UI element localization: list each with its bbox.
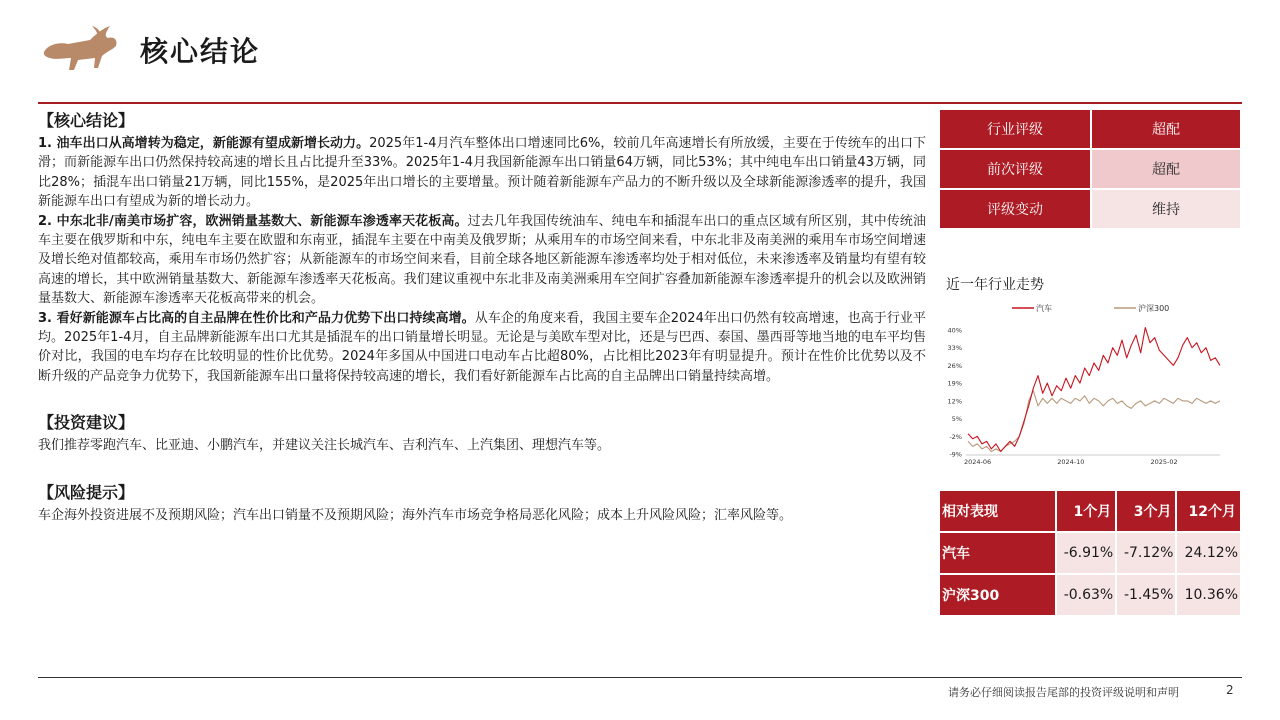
y-tick-label: 5% (951, 415, 962, 424)
chart-lines (968, 328, 1220, 452)
perf-row-hs300 (940, 575, 1240, 615)
conclusion-2-title: 2. 中东北非/南美市场扩容，欧洲销量基数大、新能源车渗透率天花板高。 (38, 213, 468, 229)
rating-row (940, 150, 1240, 188)
disclaimer-text: 请务必仔细阅读报告尾部的投资评级说明和声明 (948, 686, 1179, 699)
conclusion-3-text: 从车企的角度来看，我国主要车企2024年出口仍然有较高增速，也高于行业平均。2025年1-4月，自主品牌新能源车出口尤其是插混车的出口销量增长明显。无论是与美欧车型对比，还是与巴西、泰国、墨西哥等地当地的电车平均售价对比，我国的电车均存在比较明显的性价比优势。2024年多国从中国进口电动车占比超80%，占比相比2023年有明显提升。预计在性价比优势以及不断升级的产品竞争力优势下，我国新能源车出口量将保持较高速的增长，我们看好新能源车占比高的自主品牌出口销量持续高增。 (38, 310, 926, 384)
main-content (38, 108, 926, 525)
y-tick-label: 26% (947, 361, 962, 370)
x-tick-label: 2024-06 (964, 458, 992, 466)
conclusion-paragraph-1 (38, 134, 926, 212)
perf-value: -0.63% (1057, 575, 1115, 615)
perf-header-1m: 1个月 (1057, 491, 1115, 531)
chart-title: 近一年行业走势 (946, 277, 1044, 293)
rating-label: 评级变动 (940, 190, 1090, 228)
perf-header-3m: 3个月 (1117, 491, 1175, 531)
perf-row-label: 汽车 (940, 533, 1055, 573)
x-axis (964, 458, 1178, 466)
header-divider (38, 102, 1242, 104)
perf-header-row (940, 491, 1240, 531)
conclusion-1-text: 2025年1-4月汽车整体出口增速同比6%，较前几年高速增长有所放缓，主要在于传统车的出口下滑；而新能源车出口仍然保持较高速的增长且占比提升至33%。2025年1-4月我国新能源车出口销量64万辆，同比53%；其中纯电车出口销量43万辆，同比28%；插混车出口销量21万辆，同比155%，是2025年出口增长的主要增量。预计随着新能源车产品力的不断升级以及全球新能源渗透率的提升，我国新能源车出口有望成为新的增长动力。 (38, 136, 926, 210)
y-tick-label: 19% (947, 379, 962, 388)
legend-label-auto: 汽车 (1036, 304, 1052, 313)
rating-table (938, 108, 1242, 230)
conclusion-paragraph-3 (38, 309, 926, 387)
rating-value: 超配 (1092, 110, 1240, 148)
investment-advice-heading: 【投资建议】 (38, 413, 135, 433)
conclusion-2-text: 过去几年我国传统油车、纯电车和插混车出口的重点区域有所区别，其中传统油车主要在俄罗斯和中东，纯电车主要在欧盟和东南亚，插混车主要在中南美及俄罗斯；从乘用车的市场空间来看，中东北非及南美洲的乘用车市场空间增速及增长绝对值都较高，乘用车市场仍然扩容；从新能源车的市场空间来看，目前全球各地区新能源车渗透率均处于相对低位，未来渗透率及销量均有望有较高速的增长，其中欧洲销量基数大、新能源车渗透率天花板高。我们建议重视中东北非及南美洲乘用车空间扩容叠加新能源车渗透率提升的机会以及欧洲销量基数大、新能源车渗透率天花板高带来的机会。 (38, 213, 926, 307)
perf-value: -1.45% (1117, 575, 1175, 615)
chart-legend (1012, 303, 1169, 313)
core-conclusion-heading: 【核心结论】 (38, 111, 135, 130)
rating-label: 行业评级 (940, 110, 1090, 148)
perf-header-12m: 12个月 (1177, 491, 1240, 531)
relative-performance-table (938, 489, 1242, 617)
series-line-沪深300 (968, 391, 1220, 452)
rating-row (940, 190, 1240, 228)
x-tick-label: 2025-02 (1150, 458, 1178, 466)
risk-warning-text: 车企海外投资进展不及预期风险；汽车出口销量不及预期风险；海外汽车市场竞争格局恶化风险；成本上升风险风险；汇率风险等。 (38, 507, 793, 523)
x-tick-label: 2024-10 (1057, 458, 1085, 466)
series-line-汽车 (968, 328, 1220, 452)
perf-value: -6.91% (1057, 533, 1115, 573)
rating-value: 超配 (1092, 150, 1240, 188)
y-tick-label: 12% (947, 397, 962, 406)
perf-value: 24.12% (1177, 533, 1240, 573)
bull-logo-icon (38, 22, 122, 78)
y-axis (948, 327, 1220, 459)
page-number: 2 (1226, 683, 1234, 697)
conclusion-paragraph-2 (38, 212, 926, 309)
perf-value: -7.12% (1117, 533, 1175, 573)
perf-value: 10.36% (1177, 575, 1240, 615)
y-tick-label: 40% (947, 326, 962, 335)
legend-label-hs300: 沪深300 (1138, 304, 1170, 313)
investment-advice-text: 我们推荐零跑汽车、比亚迪、小鹏汽车，并建议关注长城汽车、吉利汽车、上汽集团、理想汽车等。 (38, 438, 611, 454)
perf-header-label: 相对表现 (940, 491, 1055, 531)
rating-row (940, 110, 1240, 148)
rating-label: 前次评级 (940, 150, 1090, 188)
y-tick-label: 33% (947, 344, 962, 353)
conclusion-3-title: 3. 看好新能源车占比高的自主品牌在性价比和产品力优势下出口持续高增。 (38, 310, 475, 326)
page-title: 核心结论 (140, 35, 261, 68)
y-tick-label: -2% (949, 432, 962, 441)
y-tick-label: -9% (949, 450, 962, 459)
perf-row-label: 沪深300 (940, 575, 1055, 615)
risk-warning-heading: 【风险提示】 (38, 482, 135, 502)
perf-row-auto (940, 533, 1240, 573)
conclusion-1-title: 1. 油车出口从高增转为稳定，新能源有望成新增长动力。 (38, 136, 370, 151)
industry-trend-chart (938, 296, 1242, 472)
footer-divider (38, 677, 1242, 678)
rating-value: 维持 (1092, 190, 1240, 228)
